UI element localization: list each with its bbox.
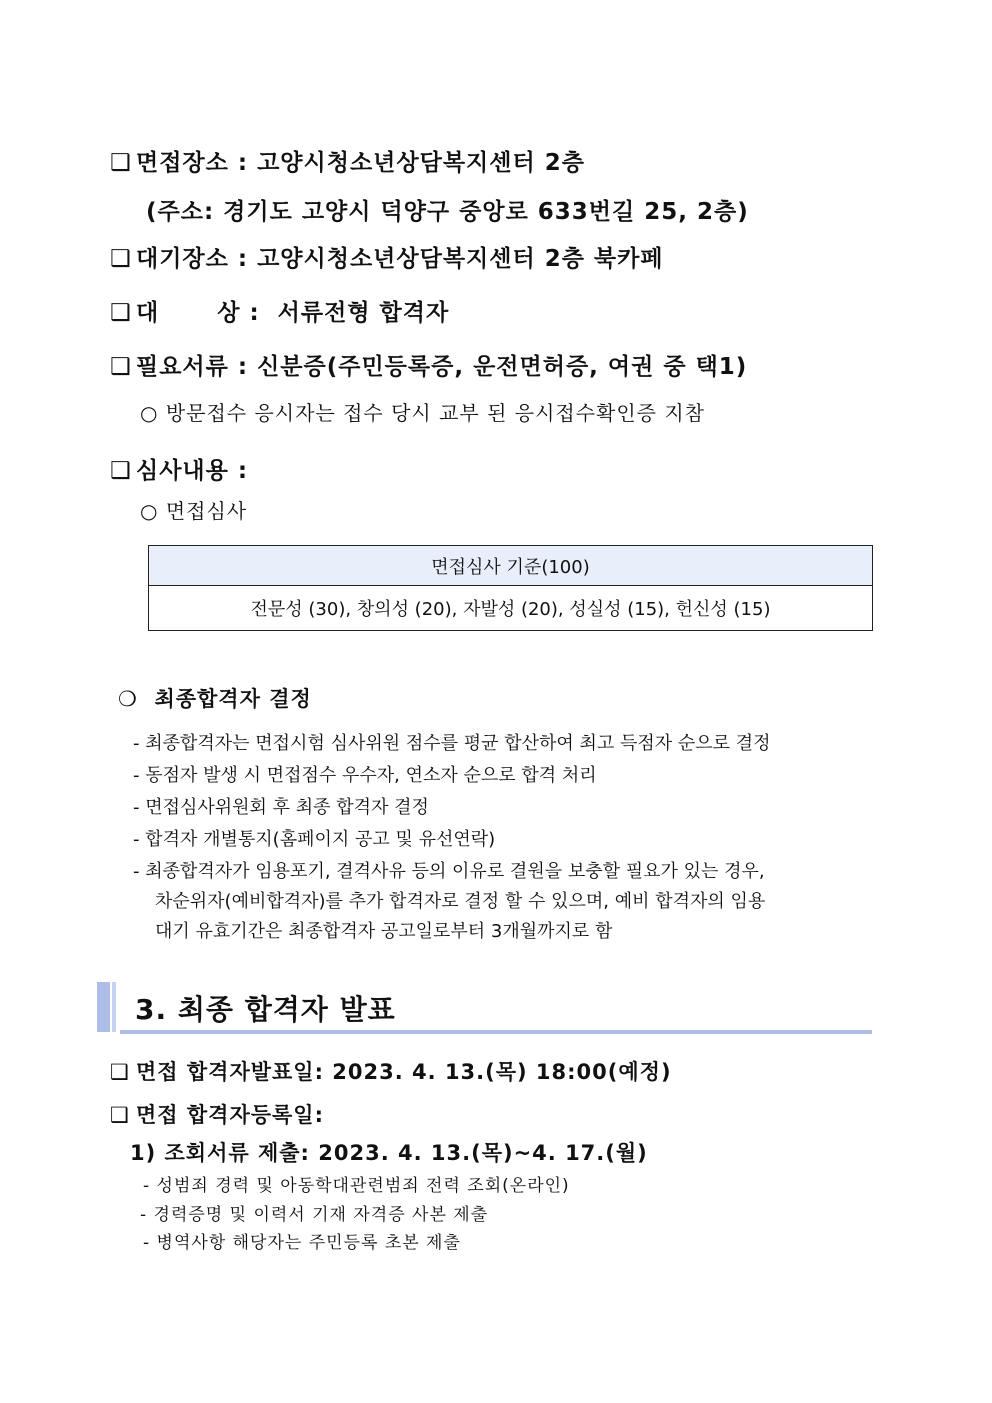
address-line: (주소: 경기도 고양시 덕양구 중앙로 633번길 25, 2층) <box>146 199 749 225</box>
list-item <box>133 729 771 755</box>
list-item <box>133 825 495 851</box>
documents-line <box>110 348 747 381</box>
section-underline <box>120 1030 872 1034</box>
final-decision-title: 최종합격자 결정 <box>154 687 312 711</box>
checkbox-bullet-icon: ❑ <box>110 458 132 484</box>
circle-bullet-icon: ○ <box>140 401 159 425</box>
checkbox-bullet-icon: ❑ <box>110 1103 130 1127</box>
submission-subtitle: 1) 조회서류 제출: 2023. 4. 13.(목)~4. 17.(월) <box>130 1141 648 1165</box>
documents-note <box>140 397 705 426</box>
venue-line <box>110 144 585 177</box>
criteria-table <box>148 545 873 631</box>
checkbox-bullet-icon: ❑ <box>110 300 132 326</box>
list-item-text: 동점자 발생 시 면접점수 우수자, 연소자 순으로 합격 처리 <box>145 765 597 786</box>
review-sub <box>140 495 247 524</box>
list-item <box>133 761 597 787</box>
list-item: - 경력증명 및 이력서 기재 자격증 사본 제출 <box>140 1205 489 1225</box>
dash-bullet: - <box>133 765 140 786</box>
list-item-text: 합격자 개별통지(홈페이지 공고 및 유선연락) <box>145 829 496 850</box>
target-line <box>110 294 449 327</box>
target-value: 서류전형 합격자 <box>277 300 450 326</box>
target-label-b: 상 : <box>217 300 260 326</box>
list-item: - 성범죄 경력 및 아동학대관련범죄 전력 조회(온라인) <box>143 1176 570 1196</box>
waiting-text: 대기장소 : 고양시청소년상담복지센터 2층 북카페 <box>136 246 664 272</box>
list-item <box>133 793 429 819</box>
announce-line <box>110 1056 672 1086</box>
list-item-continuation: 차순위자(예비합격자)를 추가 합격자로 결정 할 수 있으며, 예비 합격자의 임용 <box>155 891 766 912</box>
documents-note-text: 방문접수 응시자는 접수 당시 교부 된 응시접수확인증 지참 <box>165 401 705 425</box>
criteria-table-header: 면접심사 기준(100) <box>149 546 873 586</box>
section-title: 3. 최종 합격자 발표 <box>135 993 396 1026</box>
hollow-circle-bullet-icon: ❍ <box>118 687 138 711</box>
list-item: - 병역사항 해당자는 주민등록 초본 제출 <box>143 1233 461 1253</box>
checkbox-bullet-icon: ❑ <box>110 1060 130 1084</box>
dash-bullet: - <box>133 829 140 850</box>
checkbox-bullet-icon: ❑ <box>110 246 132 272</box>
dash-bullet: - <box>133 861 140 882</box>
documents-text: 필요서류 : 신분증(주민등록증, 운전면허증, 여권 중 택1) <box>136 354 748 380</box>
final-decision-heading <box>118 683 312 713</box>
list-item-text: 최종합격자가 임용포기, 결격사유 등의 이유로 결원을 보충할 필요가 있는 경우, <box>145 861 765 882</box>
section-accent-bar <box>97 982 110 1032</box>
list-item-continuation: 대기 유효기간은 최종합격자 공고일로부터 3개월까지로 함 <box>155 921 613 942</box>
venue-text: 면접장소 : 고양시청소년상담복지센터 2층 <box>136 150 585 176</box>
register-text: 면접 합격자등록일: <box>136 1103 324 1127</box>
circle-bullet-icon: ○ <box>140 499 159 523</box>
register-line <box>110 1099 324 1129</box>
criteria-table-row: 전문성 (30), 창의성 (20), 자발성 (20), 성실성 (15), 헌신성 (15) <box>149 586 873 631</box>
review-sub-text: 면접심사 <box>165 499 248 523</box>
announce-text: 면접 합격자발표일: 2023. 4. 13.(목) 18:00(예정) <box>136 1060 672 1084</box>
target-label-a: 대 <box>136 300 160 326</box>
section-accent-bar <box>112 982 116 1032</box>
dash-bullet: - <box>133 797 140 818</box>
list-item <box>133 857 765 883</box>
waiting-line <box>110 240 664 273</box>
dash-bullet: - <box>133 733 140 754</box>
list-item-text: 최종합격자는 면접시험 심사위원 점수를 평균 합산하여 최고 득점자 순으로 결정 <box>145 733 771 754</box>
review-text: 심사내용 : <box>136 458 249 484</box>
checkbox-bullet-icon: ❑ <box>110 354 132 380</box>
list-item-text: 면접심사위원회 후 최종 합격자 결정 <box>145 797 429 818</box>
review-line <box>110 452 248 485</box>
checkbox-bullet-icon: ❑ <box>110 150 132 176</box>
